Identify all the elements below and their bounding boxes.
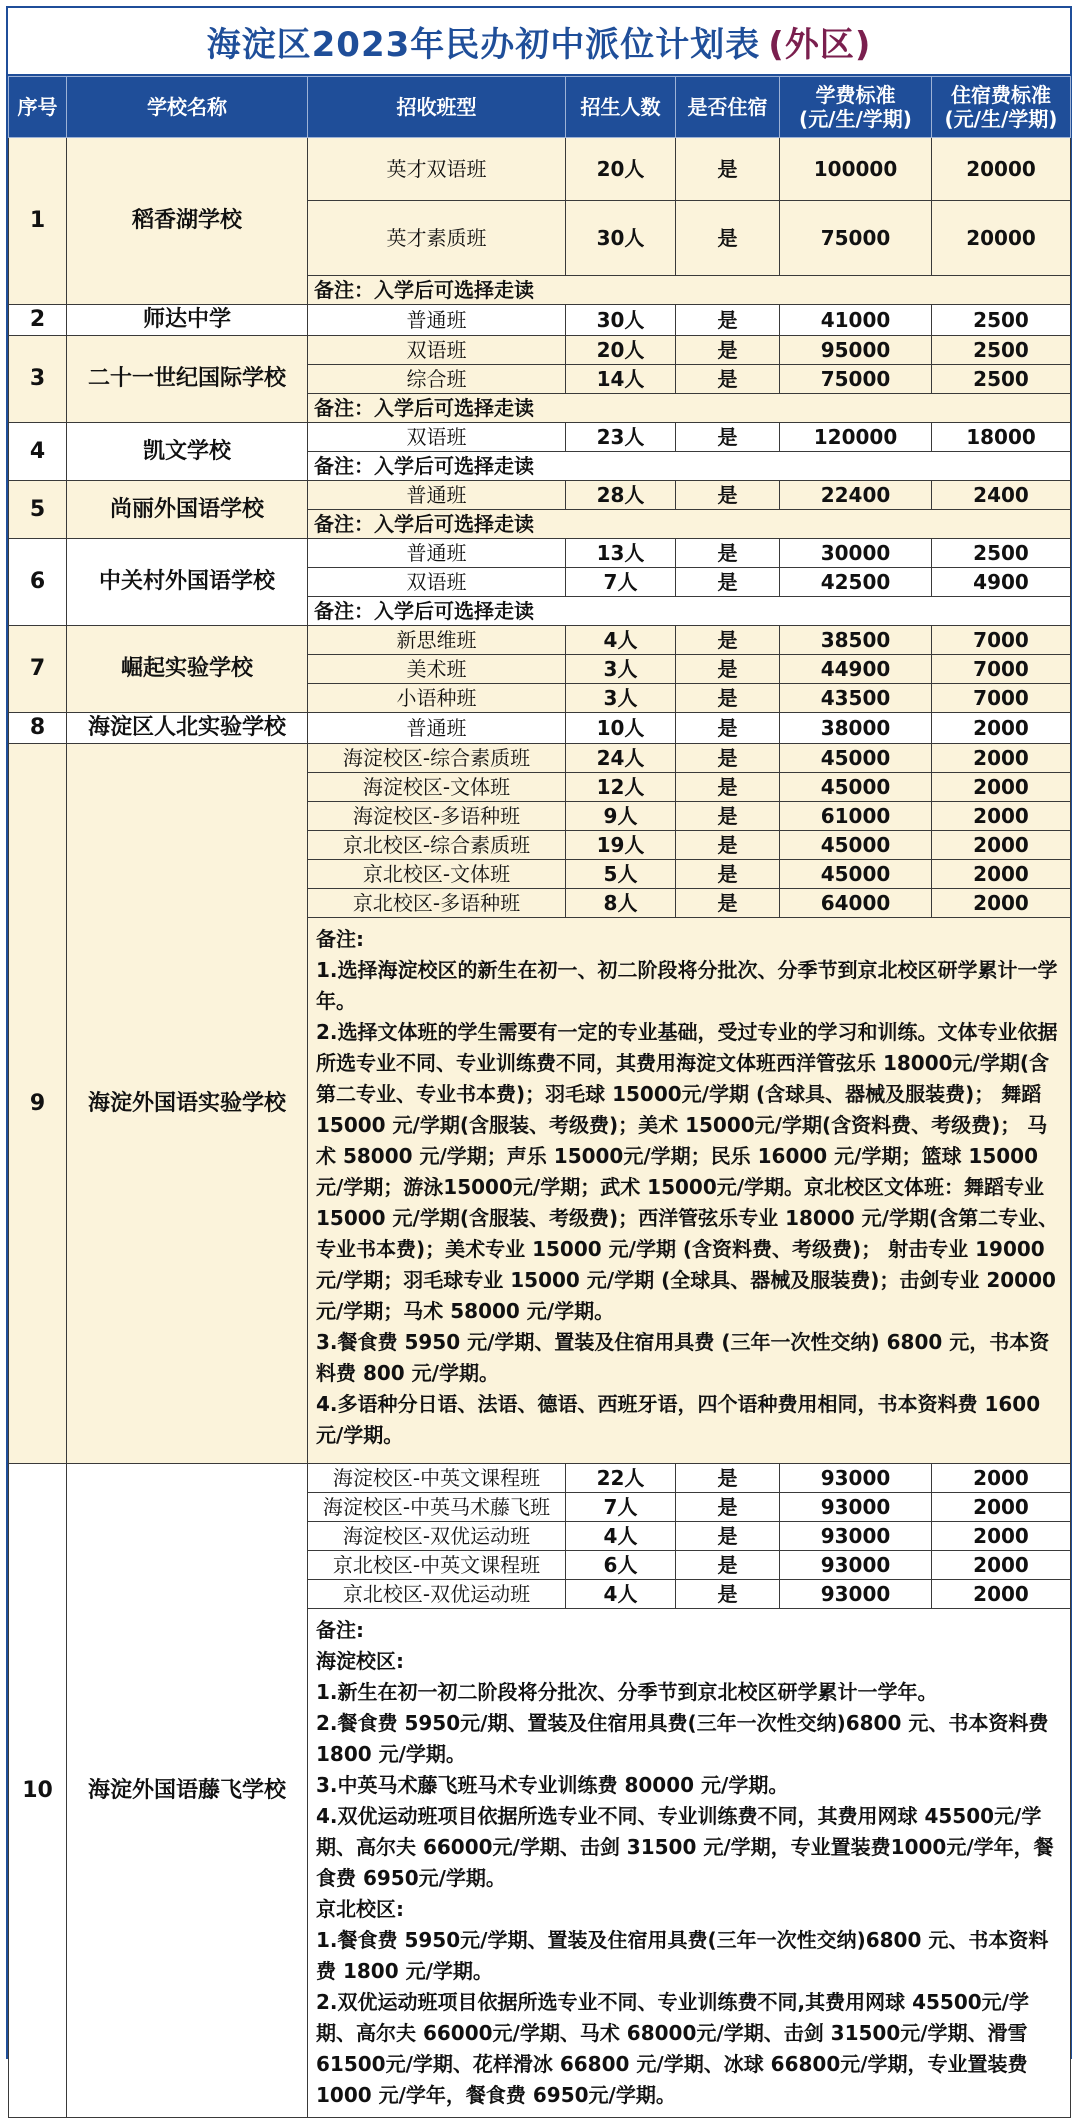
school-name-cell: 中关村外国语学校 bbox=[67, 539, 308, 626]
class-cell: 双语班 bbox=[308, 568, 566, 597]
header-tuition-line1: 学费标准 bbox=[815, 83, 896, 107]
tuition-cell: 64000 bbox=[780, 889, 932, 918]
school-group bbox=[9, 423, 1071, 481]
lodging-cell: 2000 bbox=[932, 1551, 1071, 1580]
class-cell: 京北校区-多语种班 bbox=[308, 889, 566, 918]
boarding-cell: 是 bbox=[676, 773, 780, 802]
header-count: 招生人数 bbox=[566, 77, 676, 138]
class-cell: 京北校区-文体班 bbox=[308, 860, 566, 889]
count-cell: 9人 bbox=[566, 802, 676, 831]
plan-table bbox=[8, 76, 1071, 2118]
school-group bbox=[9, 138, 1071, 305]
class-cell: 海淀校区-中英文课程班 bbox=[308, 1464, 566, 1493]
tuition-cell: 75000 bbox=[780, 201, 932, 276]
document-frame bbox=[6, 6, 1072, 2107]
lodging-cell: 4900 bbox=[932, 568, 1071, 597]
boarding-cell: 是 bbox=[676, 568, 780, 597]
note-line: 备注: bbox=[316, 927, 364, 951]
note-line: 京北校区: bbox=[316, 1897, 404, 1921]
note-cell: 备注：入学后可选择走读 bbox=[308, 597, 1071, 626]
lodging-cell: 18000 bbox=[932, 423, 1071, 452]
note-line: 1.选择海淀校区的新生在初一、初二阶段将分批次、分季节到京北校区研学累计一学年。 bbox=[316, 958, 1058, 1013]
note-line: 2.双优运动班项目依据所选专业不同、专业训练费不同,其费用网球 45500元/学期、高尔夫 66000元/学期、马术 68000元/学期、击剑 31500元/学期、滑雪 61500元/学期、花样滑冰 66800 元/学期、冰球 66800元/学期，专业置装费 1000 元/学年，餐食费 6950元/学期。 bbox=[316, 1990, 1029, 2107]
class-cell: 普通班 bbox=[308, 481, 566, 510]
class-cell: 英才素质班 bbox=[308, 201, 566, 276]
school-group bbox=[9, 1464, 1071, 2118]
class-cell: 普通班 bbox=[308, 713, 566, 744]
header-row bbox=[9, 77, 1071, 138]
lodging-cell: 7000 bbox=[932, 626, 1071, 655]
boarding-cell: 是 bbox=[676, 1493, 780, 1522]
lodging-cell: 2000 bbox=[932, 889, 1071, 918]
boarding-cell: 是 bbox=[676, 1580, 780, 1609]
seq-cell: 2 bbox=[9, 305, 67, 336]
header-class: 招收班型 bbox=[308, 77, 566, 138]
count-cell: 5人 bbox=[566, 860, 676, 889]
boarding-cell: 是 bbox=[676, 1464, 780, 1493]
boarding-cell: 是 bbox=[676, 684, 780, 713]
school-group bbox=[9, 744, 1071, 1464]
table-row bbox=[9, 305, 1071, 336]
boarding-cell: 是 bbox=[676, 365, 780, 394]
school-name-cell: 尚丽外国语学校 bbox=[67, 481, 308, 539]
lodging-cell: 2000 bbox=[932, 1493, 1071, 1522]
note-line: 4.双优运动班项目依据所选专业不同、专业训练费不同，其费用网球 45500元/学期、高尔夫 66000元/学期、击剑 31500 元/学期，专业置装费1000元/学年，餐食费 6950元/学期。 bbox=[316, 1804, 1054, 1890]
class-cell: 普通班 bbox=[308, 305, 566, 336]
header-lodging bbox=[932, 77, 1071, 138]
table-row bbox=[9, 481, 1071, 510]
boarding-cell: 是 bbox=[676, 539, 780, 568]
table-row bbox=[9, 423, 1071, 452]
lodging-cell: 2000 bbox=[932, 1522, 1071, 1551]
count-cell: 30人 bbox=[566, 201, 676, 276]
class-cell: 新思维班 bbox=[308, 626, 566, 655]
class-cell: 英才双语班 bbox=[308, 138, 566, 201]
tuition-cell: 38500 bbox=[780, 626, 932, 655]
header-lodging-line2: (元/生/学期) bbox=[944, 107, 1058, 131]
class-cell: 海淀校区-中英马术藤飞班 bbox=[308, 1493, 566, 1522]
school-group bbox=[9, 713, 1071, 744]
lodging-cell: 2000 bbox=[932, 1464, 1071, 1493]
count-cell: 6人 bbox=[566, 1551, 676, 1580]
count-cell: 20人 bbox=[566, 336, 676, 365]
boarding-cell: 是 bbox=[676, 655, 780, 684]
table-row bbox=[9, 336, 1071, 365]
header-boarding: 是否住宿 bbox=[676, 77, 780, 138]
count-cell: 22人 bbox=[566, 1464, 676, 1493]
class-cell: 普通班 bbox=[308, 539, 566, 568]
class-cell: 京北校区-中英文课程班 bbox=[308, 1551, 566, 1580]
count-cell: 7人 bbox=[566, 1493, 676, 1522]
class-cell: 海淀校区-双优运动班 bbox=[308, 1522, 566, 1551]
seq-cell: 10 bbox=[9, 1464, 67, 2118]
lodging-cell: 2000 bbox=[932, 860, 1071, 889]
header-seq: 序号 bbox=[9, 77, 67, 138]
note-line: 备注: bbox=[316, 1618, 364, 1642]
count-cell: 4人 bbox=[566, 626, 676, 655]
tuition-cell: 45000 bbox=[780, 773, 932, 802]
table-row bbox=[9, 744, 1071, 773]
note-line: 海淀校区: bbox=[316, 1649, 404, 1673]
boarding-cell: 是 bbox=[676, 481, 780, 510]
note-cell: 备注：入学后可选择走读 bbox=[308, 394, 1071, 423]
count-cell: 8人 bbox=[566, 889, 676, 918]
lodging-cell: 2000 bbox=[932, 802, 1071, 831]
school-group bbox=[9, 626, 1071, 713]
page-title bbox=[8, 8, 1070, 76]
count-cell: 28人 bbox=[566, 481, 676, 510]
note-block bbox=[308, 1609, 1071, 2118]
header-tuition bbox=[780, 77, 932, 138]
school-name-cell: 崛起实验学校 bbox=[67, 626, 308, 713]
table-row bbox=[9, 626, 1071, 655]
table-row bbox=[9, 539, 1071, 568]
lodging-cell: 2500 bbox=[932, 336, 1071, 365]
tuition-cell: 93000 bbox=[780, 1551, 932, 1580]
class-cell: 双语班 bbox=[308, 423, 566, 452]
school-name-cell: 凯文学校 bbox=[67, 423, 308, 481]
boarding-cell: 是 bbox=[676, 201, 780, 276]
lodging-cell: 7000 bbox=[932, 684, 1071, 713]
tuition-cell: 93000 bbox=[780, 1493, 932, 1522]
count-cell: 7人 bbox=[566, 568, 676, 597]
boarding-cell: 是 bbox=[676, 713, 780, 744]
class-cell: 综合班 bbox=[308, 365, 566, 394]
count-cell: 3人 bbox=[566, 655, 676, 684]
school-group bbox=[9, 481, 1071, 539]
header-lodging-line1: 住宿费标准 bbox=[951, 83, 1051, 107]
tuition-cell: 61000 bbox=[780, 802, 932, 831]
boarding-cell: 是 bbox=[676, 336, 780, 365]
boarding-cell: 是 bbox=[676, 423, 780, 452]
tuition-cell: 22400 bbox=[780, 481, 932, 510]
class-cell: 海淀校区-综合素质班 bbox=[308, 744, 566, 773]
count-cell: 4人 bbox=[566, 1522, 676, 1551]
boarding-cell: 是 bbox=[676, 860, 780, 889]
header-tuition-line2: (元/生/学期) bbox=[799, 107, 912, 131]
count-cell: 14人 bbox=[566, 365, 676, 394]
note-line: 2.选择文体班的学生需要有一定的专业基础，受过专业的学习和训练。文体专业依据所选专业不同、专业训练费不同，其费用海淀文体班西洋管弦乐 18000元/学期(含第二专业、专业书本费)；羽毛球 15000元/学期 (含球具、器械及服装费)； 舞蹈 15000 元/学期(含服装、考级费)；美术 15000元/学期(含资料费、考级费)； 马术 58000 元/学期；声乐 15000元/学期；民乐 16000 元/学期；篮球 15000 元/学期；游泳15000元/学期；武术 15000元/学期。京北校区文体班：舞蹈专业 15000 元/学期(含服装、考级费)；西洋管弦乐专业 18000 元/学期(含第二专业、专业书本费)；美术专业 15000 元/学期 (含资料费、考级费)； 射击专业 19000 元/学期；羽毛球专业 15000 元/学期 (全球具、器械及服装费)；击剑专业 20000 元/学期；马术 58000 元/学期。 bbox=[316, 1020, 1059, 1323]
count-cell: 20人 bbox=[566, 138, 676, 201]
note-cell: 备注：入学后可选择走读 bbox=[308, 510, 1071, 539]
count-cell: 12人 bbox=[566, 773, 676, 802]
boarding-cell: 是 bbox=[676, 1522, 780, 1551]
class-cell: 海淀校区-文体班 bbox=[308, 773, 566, 802]
note-cell: 备注：入学后可选择走读 bbox=[308, 452, 1071, 481]
seq-cell: 8 bbox=[9, 713, 67, 744]
note-line: 3.餐食费 5950 元/学期、置装及住宿用具费 (三年一次性交纳) 6800 元，书本资料费 800 元/学期。 bbox=[316, 1330, 1050, 1385]
lodging-cell: 2000 bbox=[932, 773, 1071, 802]
school-name-cell: 海淀外国语实验学校 bbox=[67, 744, 308, 1464]
count-cell: 3人 bbox=[566, 684, 676, 713]
table-row bbox=[9, 713, 1071, 744]
tuition-cell: 93000 bbox=[780, 1522, 932, 1551]
boarding-cell: 是 bbox=[676, 138, 780, 201]
seq-cell: 5 bbox=[9, 481, 67, 539]
tuition-cell: 75000 bbox=[780, 365, 932, 394]
tuition-cell: 43500 bbox=[780, 684, 932, 713]
count-cell: 4人 bbox=[566, 1580, 676, 1609]
school-group bbox=[9, 305, 1071, 336]
class-cell: 美术班 bbox=[308, 655, 566, 684]
tuition-cell: 120000 bbox=[780, 423, 932, 452]
lodging-cell: 2000 bbox=[932, 831, 1071, 860]
count-cell: 19人 bbox=[566, 831, 676, 860]
table-row bbox=[9, 1464, 1071, 1493]
school-group bbox=[9, 539, 1071, 626]
note-cell: 备注：入学后可选择走读 bbox=[308, 276, 1071, 305]
count-cell: 30人 bbox=[566, 305, 676, 336]
lodging-cell: 20000 bbox=[932, 201, 1071, 276]
tuition-cell: 38000 bbox=[780, 713, 932, 744]
school-name-cell: 师达中学 bbox=[67, 305, 308, 336]
boarding-cell: 是 bbox=[676, 1551, 780, 1580]
tuition-cell: 42500 bbox=[780, 568, 932, 597]
seq-cell: 9 bbox=[9, 744, 67, 1464]
seq-cell: 4 bbox=[9, 423, 67, 481]
note-line: 1.新生在初一初二阶段将分批次、分季节到京北校区研学累计一学年。 bbox=[316, 1680, 938, 1704]
count-cell: 24人 bbox=[566, 744, 676, 773]
note-block bbox=[308, 918, 1071, 1464]
school-group bbox=[9, 336, 1071, 423]
tuition-cell: 45000 bbox=[780, 744, 932, 773]
note-line: 1.餐食费 5950元/学期、置装及住宿用具费(三年一次性交纳)6800 元、书本资料费 1800 元/学期。 bbox=[316, 1928, 1049, 1983]
class-cell: 京北校区-综合素质班 bbox=[308, 831, 566, 860]
school-name-cell: 海淀区人北实验学校 bbox=[67, 713, 308, 744]
count-cell: 13人 bbox=[566, 539, 676, 568]
tuition-cell: 95000 bbox=[780, 336, 932, 365]
note-line: 4.多语种分日语、法语、德语、西班牙语，四个语种费用相同，书本资料费 1600 元/学期。 bbox=[316, 1392, 1041, 1447]
seq-cell: 3 bbox=[9, 336, 67, 423]
boarding-cell: 是 bbox=[676, 802, 780, 831]
note-line: 2.餐食费 5950元/期、置装及住宿用具费(三年一次性交纳)6800 元、书本资料费 1800 元/学期。 bbox=[316, 1711, 1049, 1766]
note-line: 3.中英马术藤飞班马术专业训练费 80000 元/学期。 bbox=[316, 1773, 789, 1797]
school-name-cell: 稻香湖学校 bbox=[67, 138, 308, 305]
lodging-cell: 20000 bbox=[932, 138, 1071, 201]
title-suffix: (外区) bbox=[768, 24, 872, 65]
tuition-cell: 93000 bbox=[780, 1580, 932, 1609]
header-school: 学校名称 bbox=[67, 77, 308, 138]
lodging-cell: 2000 bbox=[932, 744, 1071, 773]
boarding-cell: 是 bbox=[676, 831, 780, 860]
count-cell: 10人 bbox=[566, 713, 676, 744]
school-name-cell: 海淀外国语藤飞学校 bbox=[67, 1464, 308, 2118]
lodging-cell: 2400 bbox=[932, 481, 1071, 510]
seq-cell: 6 bbox=[9, 539, 67, 626]
boarding-cell: 是 bbox=[676, 626, 780, 655]
tuition-cell: 45000 bbox=[780, 860, 932, 889]
tuition-cell: 45000 bbox=[780, 831, 932, 860]
lodging-cell: 7000 bbox=[932, 655, 1071, 684]
lodging-cell: 2500 bbox=[932, 305, 1071, 336]
class-cell: 双语班 bbox=[308, 336, 566, 365]
tuition-cell: 93000 bbox=[780, 1464, 932, 1493]
tuition-cell: 30000 bbox=[780, 539, 932, 568]
boarding-cell: 是 bbox=[676, 305, 780, 336]
tuition-cell: 41000 bbox=[780, 305, 932, 336]
lodging-cell: 2500 bbox=[932, 539, 1071, 568]
seq-cell: 7 bbox=[9, 626, 67, 713]
boarding-cell: 是 bbox=[676, 744, 780, 773]
lodging-cell: 2000 bbox=[932, 1580, 1071, 1609]
seq-cell: 1 bbox=[9, 138, 67, 305]
lodging-cell: 2500 bbox=[932, 365, 1071, 394]
lodging-cell: 2000 bbox=[932, 713, 1071, 744]
school-name-cell: 二十一世纪国际学校 bbox=[67, 336, 308, 423]
title-main: 海淀区2023年民办初中派位计划表 bbox=[206, 24, 761, 65]
tuition-cell: 44900 bbox=[780, 655, 932, 684]
count-cell: 23人 bbox=[566, 423, 676, 452]
class-cell: 海淀校区-多语种班 bbox=[308, 802, 566, 831]
table-row bbox=[9, 138, 1071, 201]
class-cell: 小语种班 bbox=[308, 684, 566, 713]
class-cell: 京北校区-双优运动班 bbox=[308, 1580, 566, 1609]
boarding-cell: 是 bbox=[676, 889, 780, 918]
tuition-cell: 100000 bbox=[780, 138, 932, 201]
